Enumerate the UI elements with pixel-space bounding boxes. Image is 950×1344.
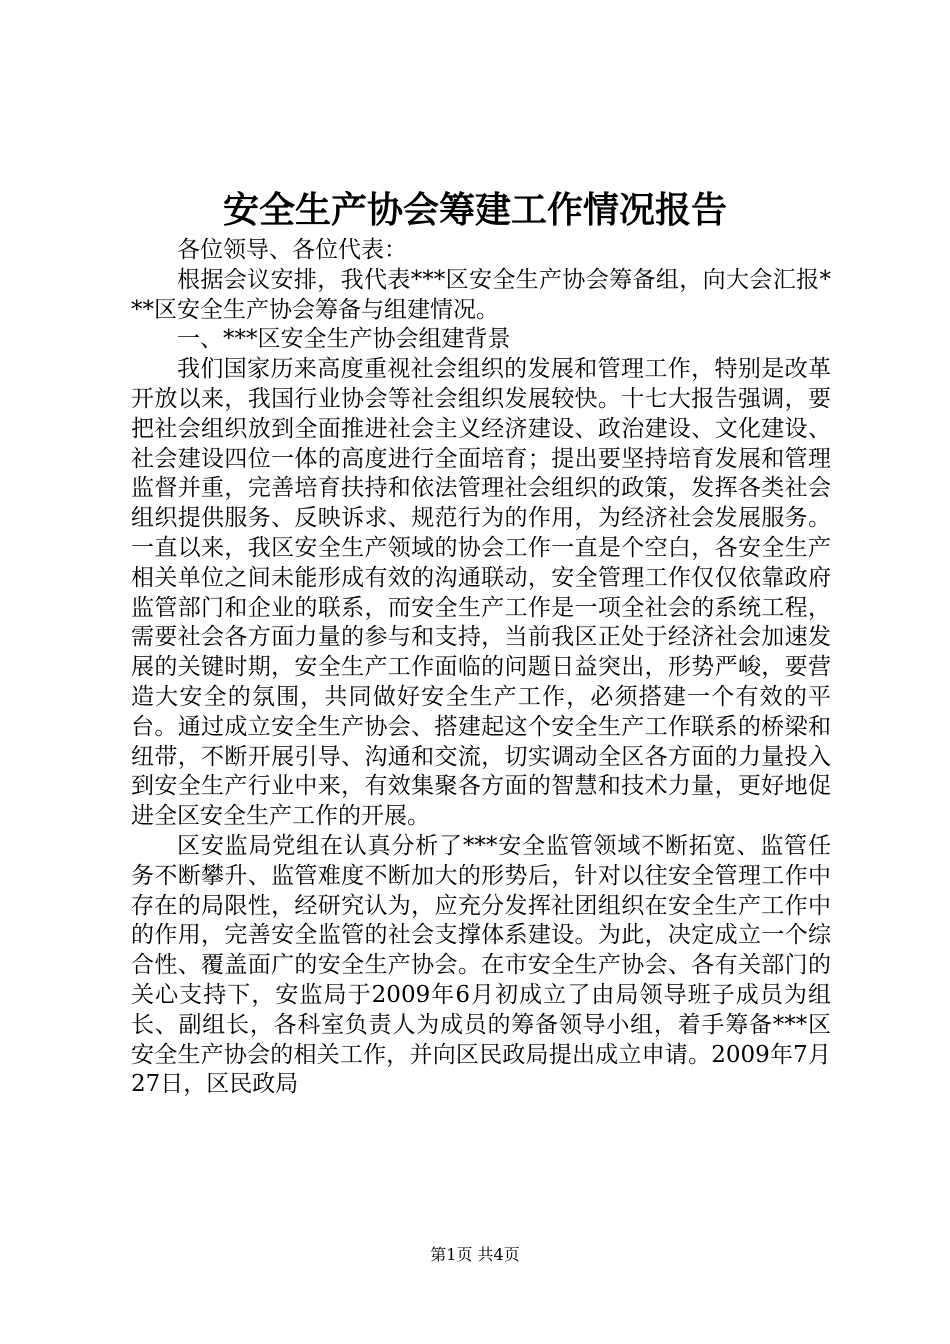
page-number-footer: 第1页 共4页 xyxy=(430,1245,520,1264)
document-title: 安全生产协会筹建工作情况报告 xyxy=(222,189,727,231)
intro-paragraph: 根据会议安排，我代表***区安全生产协会筹备组，向大会汇报***区安全生产协会筹备与组建情况。 xyxy=(131,266,831,323)
preparation-paragraph: 区安监局党组在认真分析了***安全监管领域不断拓宽、监管任务不断攀升、监管难度不断加大的形势后，针对以往安全管理工作中存在的局限性，经研究认为，应充分发挥社团组织在安全生产工作中的作用，完善安全监管的社会支撑体系建设。为此，决定成立一个综合性、覆盖面广的安全生产协会。在市安全生产协会、各有关部门的关心支持下，安监局于2009年6月初成立了由局领导班子成员为组长、副组长，各科室负责人为成员的筹备领导小组，着手筹备***区安全生产协会的相关工作，并向区民政局提出成立申请。2009年7月27日，区民政局 xyxy=(131,832,831,1098)
section-heading: 一、***区安全生产协会组建背景 xyxy=(177,326,511,353)
salutation-paragraph: 各位领导、各位代表： xyxy=(177,237,407,263)
document-body xyxy=(131,236,831,1100)
background-paragraph: 我们国家历来高度重视社会组织的发展和管理工作，特别是改革开放以来，我国行业协会等社会组织发展较快。十七大报告强调，要把社会组织放到全面推进社会主义经济建设、政治建设、文化建设、社会建设四位一体的高度进行全面培育；提出要坚持培育发展和管理监督并重，完善培育扶持和依法管理社会组织的政策，发挥各类社会组织提供服务、反映诉求、规范行为的作用，为经济社会发展服务。一直以来，我区安全生产领域的协会工作一直是个空白，各安全生产相关单位之间未能形成有效的沟通联动，安全管理工作仅仅依靠政府监管部门和企业的联系，而安全生产工作是一项全社会的系统工程，需要社会各方面力量的参与和支持，当前我区正处于经济社会加速发展的关键时期，安全生产工作面临的问题日益突出，形势严峻，要营造大安全的氛围，共同做好安全生产工作，必须搭建一个有效的平台。通过成立安全生产协会、搭建起这个安全生产工作联系的桥梁和纽带，不断开展引导、沟通和交流，切实调动全区各方面的力量投入到安全生产行业中来，有效集聚各方面的智慧和技术力量，更好地促进全区安全生产工作的开展。 xyxy=(131,356,831,830)
